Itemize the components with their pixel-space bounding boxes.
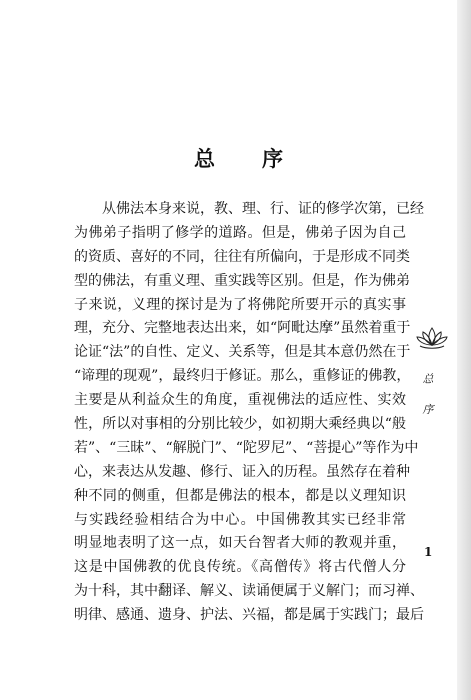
text-line: 与实践经验相结合为中心。中国佛教其实已经非常 (74, 511, 406, 528)
lotus-icon (414, 325, 450, 351)
text-line: 明律、感通、遗身、护法、兴福，都是属于实践门；最后 (74, 607, 424, 624)
running-header-title: 总 序 (421, 373, 434, 423)
text-line: “谛理的现观”，最终归于修证。那么，重修证的佛教， (74, 368, 411, 385)
text-line: 若”、“三昧”、“解脱门”、“陀罗尼”、“菩提心”等作为中 (74, 439, 419, 456)
title-char-2: 序 (262, 147, 283, 171)
text-line: 种不同的侧重，但都是佛法的根本，都是以义理知识 (74, 487, 406, 504)
body-paragraph (74, 198, 424, 628)
title-char-1: 总 (194, 147, 215, 171)
page-edge (457, 0, 471, 700)
text-line: 子来说，义理的探讨是为了将佛陀所要开示的真实事 (74, 296, 406, 313)
text-line: 型的佛法，有重义理、重实践等区别。但是，作为佛弟 (74, 272, 410, 289)
text-line: 的资质、喜好的不同，往往有所偏向，于是形成不同类 (74, 248, 410, 265)
text-line: 性，所以对事相的分别比较少，如初期大乘经典以“般 (74, 416, 406, 433)
text-line: 这是中国佛教的优良传统。《高僧传》将古代僧人分 (74, 559, 406, 576)
text-line: 主要是从利益众生的角度，重视佛法的适应性、实效 (74, 392, 406, 409)
text-line: 明显地表明了这一点，如天台智者大师的教观并重， (74, 535, 406, 552)
text-line: 为佛弟子指明了修学的道路。但是，佛弟子因为自己 (74, 224, 406, 241)
text-line: 理，充分、完整地表达出来，如“阿毗达摩”虽然着重于 (74, 320, 411, 337)
text-line: 心，来表达从发趣、修行、证入的历程。虽然存在着种 (74, 463, 410, 480)
text-line: 论证“法”的自性、定义、关系等，但是其本意仍然在于 (74, 344, 411, 361)
text-line: 从佛法本身来说，教、理、行、证的修学次第，已经 (102, 201, 424, 217)
text-line: 为十科，其中翻译、解义、读诵便属于义解门；而习禅、 (74, 583, 424, 600)
page-number: 1 (424, 545, 433, 559)
running-header (412, 325, 452, 445)
